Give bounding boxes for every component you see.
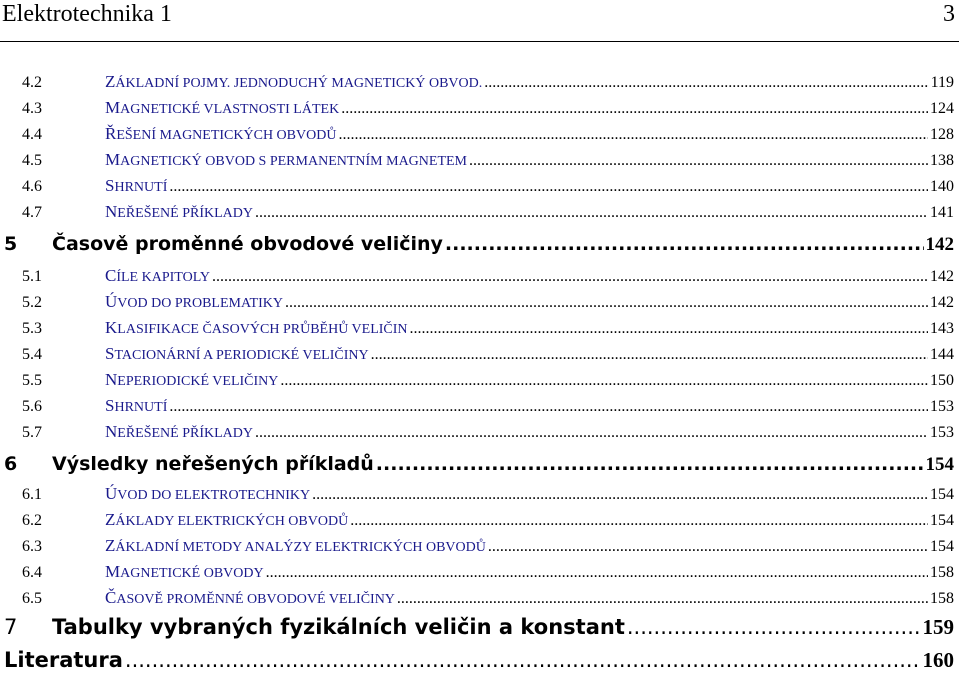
toc-entry-page: 158 — [930, 590, 954, 607]
toc-entry-number: 6.3 — [22, 538, 42, 555]
toc-leader — [280, 372, 928, 390]
toc-chapter-title[interactable]: Tabulky vybraných fyzikálních veličin a konstant — [52, 615, 625, 639]
toc-chapter-number: 6 — [4, 453, 18, 475]
toc-entry-number: 6.4 — [22, 564, 42, 581]
toc-entry-page: 154 — [930, 538, 954, 555]
toc-chapter-title[interactable]: Literatura — [4, 648, 123, 672]
toc-leader — [212, 268, 928, 286]
toc-leader — [125, 648, 921, 672]
toc-entry-number: 4.7 — [22, 204, 42, 221]
toc-entry[interactable] — [22, 266, 954, 288]
toc-entry[interactable] — [22, 202, 954, 224]
toc-leader — [376, 453, 924, 475]
toc-leader — [169, 178, 928, 196]
toc-leader — [350, 512, 928, 530]
toc-leader — [445, 233, 924, 255]
toc-entry-title[interactable]: ZÁKLADNÍ METODY ANALÝZY ELEKTRICKÝCH OBVODŮ — [105, 536, 486, 555]
toc-entry-page: 142 — [930, 294, 954, 311]
toc-chapter-page: 159 — [922, 615, 954, 639]
toc-entry-number: 4.3 — [22, 100, 42, 117]
toc-entry[interactable] — [22, 176, 954, 198]
toc-entry-page: 141 — [930, 204, 954, 221]
toc-leader — [341, 100, 928, 118]
toc-leader — [397, 590, 928, 608]
toc-entry-number: 5.2 — [22, 294, 42, 311]
toc-entry-title[interactable]: ZÁKLADNÍ POJMY. JEDNODUCHÝ MAGNETICKÝ OBVOD. — [105, 72, 483, 91]
toc-entry-number: 6.1 — [22, 486, 42, 503]
toc-leader — [255, 204, 928, 222]
toc-entry-page: 153 — [930, 398, 954, 415]
toc-entry[interactable] — [22, 124, 954, 146]
toc-leader — [488, 538, 928, 556]
toc-leader — [285, 294, 928, 312]
toc-entry-page: 154 — [930, 486, 954, 503]
toc-entry[interactable] — [22, 318, 954, 340]
toc-entry-page: 144 — [930, 346, 954, 363]
toc-entry-number: 5.5 — [22, 372, 42, 389]
toc-entry-title[interactable]: NEŘEŠENÉ PŘÍKLADY — [105, 202, 254, 221]
toc-entry-title[interactable]: CÍLE KAPITOLY — [105, 266, 210, 285]
toc-entry-title[interactable]: ÚVOD DO ELEKTROTECHNIKY — [105, 484, 311, 503]
toc-leader — [255, 424, 928, 442]
toc-entry-title[interactable]: ČASOVĚ PROMĚNNÉ OBVODOVÉ VELIČINY — [105, 588, 395, 607]
toc-entry[interactable] — [22, 150, 954, 172]
toc-entry-page: 140 — [930, 178, 954, 195]
toc-chapter-page: 160 — [922, 648, 954, 672]
toc-entry-title[interactable]: ŘEŠENÍ MAGNETICKÝCH OBVODŮ — [105, 124, 337, 143]
toc-chapter-number: 5 — [4, 233, 18, 255]
toc-entry[interactable] — [22, 98, 954, 120]
toc-entry-page: 154 — [930, 512, 954, 529]
toc-leader — [169, 398, 928, 416]
toc-chapter-page: 154 — [925, 454, 954, 475]
page-number: 3 — [943, 1, 955, 27]
toc-leader — [484, 74, 928, 92]
toc-entry-page: 128 — [930, 126, 954, 143]
toc-chapter-title[interactable]: Výsledky neřešených příkladů — [52, 453, 374, 475]
toc-entry-page: 138 — [930, 152, 954, 169]
toc-chapter[interactable] — [4, 615, 954, 643]
toc-leader — [371, 346, 928, 364]
toc-entry[interactable] — [22, 370, 954, 392]
toc-entry-number: 4.5 — [22, 152, 42, 169]
toc-entry-number: 5.3 — [22, 320, 42, 337]
toc-entry-number: 5.7 — [22, 424, 42, 441]
toc-entry-title[interactable]: MAGNETICKÉ OBVODY — [105, 562, 264, 581]
toc-leader — [266, 564, 928, 582]
toc-entry-page: 150 — [930, 372, 954, 389]
toc-entry-title[interactable]: SHRNUTÍ — [105, 396, 168, 415]
toc-entry-number: 4.2 — [22, 74, 42, 91]
toc-entry-title[interactable]: ÚVOD DO PROBLEMATIKY — [105, 292, 283, 311]
running-title: Elektrotechnika 1 — [2, 1, 172, 27]
toc-entry-page: 153 — [930, 424, 954, 441]
toc-entry-number: 5.4 — [22, 346, 42, 363]
toc-entry-title[interactable]: NEŘEŠENÉ PŘÍKLADY — [105, 422, 254, 441]
toc-entry-number: 6.5 — [22, 590, 42, 607]
toc-entry-title[interactable]: MAGNETICKÉ VLASTNOSTI LÁTEK — [105, 98, 340, 117]
toc-entry-number: 4.6 — [22, 178, 42, 195]
toc-chapter-title[interactable]: Časově proměnné obvodové veličiny — [52, 233, 443, 255]
toc-leader — [410, 320, 928, 338]
toc-entry[interactable] — [22, 422, 954, 444]
toc-entry-page: 119 — [930, 74, 954, 91]
toc-entry[interactable] — [22, 562, 954, 584]
toc-entry-page: 143 — [930, 320, 954, 337]
toc-entry-title[interactable]: NEPERIODICKÉ VELIČINY — [105, 370, 279, 389]
toc-entry[interactable] — [22, 344, 954, 366]
toc-chapter[interactable] — [4, 233, 954, 261]
toc-leader — [469, 152, 928, 170]
toc-leader — [338, 126, 928, 144]
toc-entry-title[interactable]: ZÁKLADY ELEKTRICKÝCH OBVODŮ — [105, 510, 349, 529]
toc-entry-number: 5.6 — [22, 398, 42, 415]
toc-entry-page: 142 — [930, 268, 954, 285]
toc-leader — [627, 615, 921, 639]
toc-entry[interactable] — [22, 536, 954, 558]
toc-entry-title[interactable]: STACIONÁRNÍ A PERIODICKÉ VELIČINY — [105, 344, 369, 363]
toc-leader — [312, 486, 928, 504]
toc-entry[interactable] — [22, 72, 954, 94]
toc-chapter-page: 142 — [925, 234, 954, 255]
toc-entry-page: 158 — [930, 564, 954, 581]
toc-entry[interactable] — [22, 588, 954, 610]
toc-entry[interactable] — [22, 484, 954, 506]
toc-entry-number: 4.4 — [22, 126, 42, 143]
toc-entry-page: 124 — [930, 100, 954, 117]
toc-chapter-number: 7 — [4, 615, 18, 639]
toc-chapter[interactable] — [4, 453, 954, 481]
toc-entry-number: 6.2 — [22, 512, 42, 529]
toc-entry[interactable] — [22, 292, 954, 314]
toc-entry-number: 5.1 — [22, 268, 42, 285]
toc-entry-title[interactable]: SHRNUTÍ — [105, 176, 168, 195]
toc-entry[interactable] — [22, 396, 954, 418]
toc-entry[interactable] — [22, 510, 954, 532]
toc-entry-title[interactable]: MAGNETICKÝ OBVOD S PERMANENTNÍM MAGNETEM — [105, 150, 468, 169]
toc-entry-title[interactable]: KLASIFIKACE ČASOVÝCH PRŮBĚHŮ VELIČIN — [105, 318, 408, 337]
